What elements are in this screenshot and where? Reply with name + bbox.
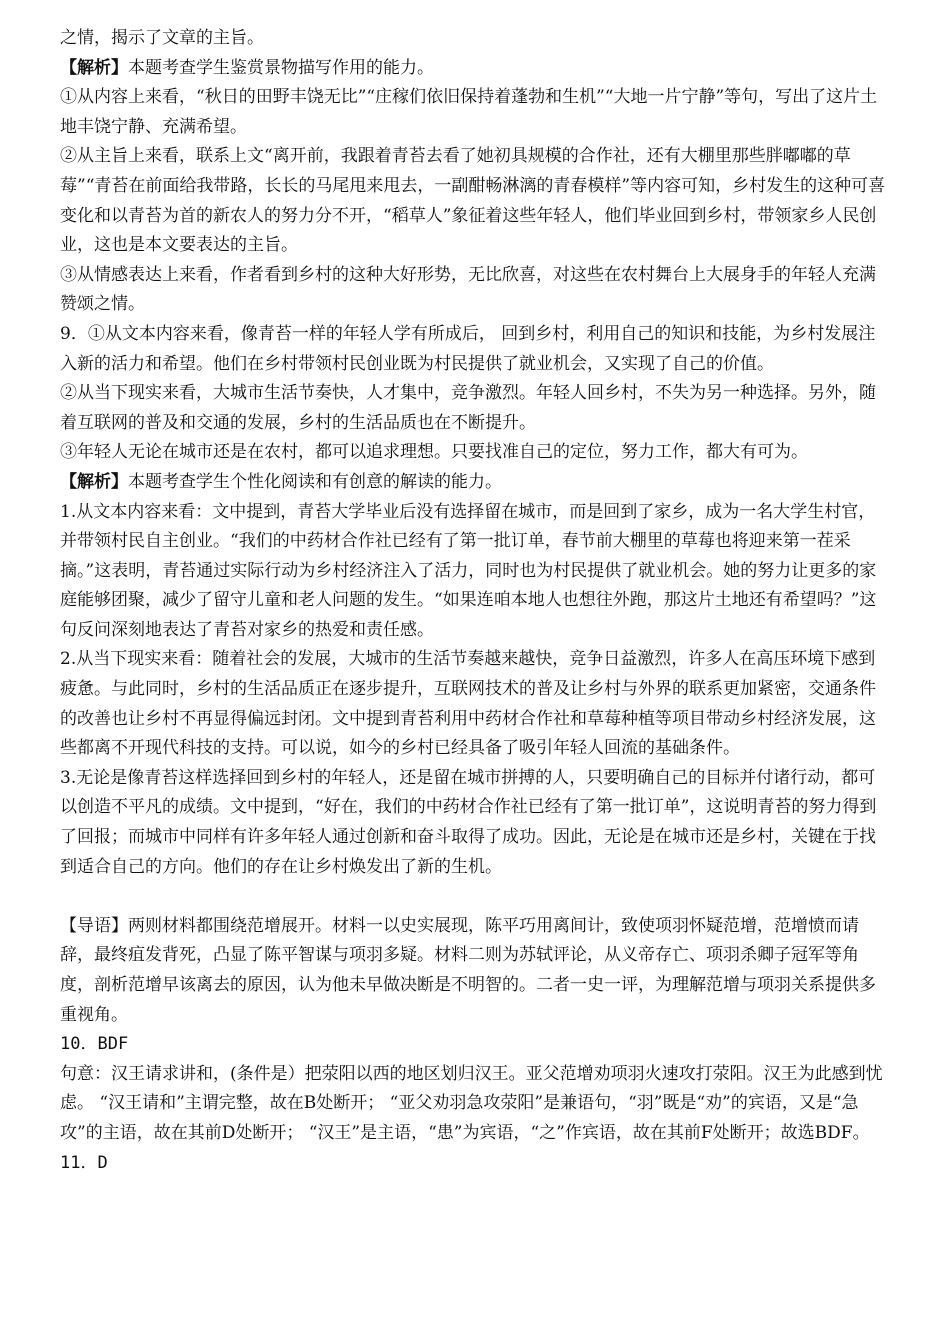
analysis-label: 【解析】: [60, 57, 128, 78]
answer-8-tail: 之情，揭示了文章的主旨。: [60, 28, 264, 48]
answer-10: 10．BDF: [60, 1034, 129, 1055]
guide-text: 两则材料都围绕范增展开。材料一以史实展现，陈平巧用离间计，致使项羽怀疑范增，范增愤而请辞，最终疽发背死，凸显了陈平智谋与项羽多疑。材料二则为苏轼评论，从义帝存亡、项羽杀卿子冠军等角度，剖析范增早该离去的原因，认为他未早做决断是不明智的。二者一史一评，为理解范增与项羽关系提供多重视角。: [60, 915, 876, 1025]
answer-11: 11．D: [60, 1152, 108, 1173]
answer-9-point: ③年轻人无论在城市还是在农村，都可以追求理想。只要找准自己的定位，努力工作，都大有可为。: [60, 442, 808, 463]
analysis-9-point: 1.从文本内容来看：文中提到，青苔大学毕业后没有选择留在城市，而是回到了家乡，成为一名大学生村官，并带领村民自主创业。“我们的中药材合作社已经有了第一批订单，春节前大棚里的草莓也将迎来第一茬采摘。”这表明，青苔通过实际行动为乡村经济注入了活力，同时也为村民提供了就业机会。她的努力让更多的家庭能够团聚，减少了留守儿童和老人问题的发生。“如果连咱本地人也想往外跑，那这片土地还有希望吗？”这句反问深刻地表达了青苔对家乡的热爱和责任感。: [60, 501, 877, 640]
analysis-8: [60, 54, 890, 84]
analysis-8-point: ①从内容上来看，“秋日的田野丰饶无比”“庄稼们依旧保持着蓬勃和生机”“大地一片宁静”等句，写出了这片土地丰饶宁静、充满希望。: [60, 87, 878, 137]
explanation-10: 句意：汉王请求讲和，(条件是）把荥阳以西的地区划归汉王。亚父范增劝项羽火速攻打荥阳。汉王为此感到忧虑。 “汉王请和”主谓完整，故在B处断开； “亚父劝羽急攻荥阳”是兼语句，“羽”既是“劝”的宾语，又是“急攻”的主语，故在其前D处断开； “汉王”是主语，“患”为宾语，“之”作宾语，故在其前F处断开；故选BDF。: [60, 1063, 883, 1143]
section-spacer: [60, 882, 890, 912]
analysis-8-point: ③从情感表达上来看，作者看到乡村的这种大好形势，无比欣喜，对这些在农村舞台上大展身手的年轻人充满赞颂之情。: [60, 264, 876, 315]
analysis-text: 本题考查学生鉴赏景物描写作用的能力。: [128, 57, 434, 78]
guide-paragraph: [60, 912, 890, 1030]
answer-9-point: ②从当下现实来看，大城市生活节奏快，人才集中，竞争激烈。年轻人回乡村，不失为另一种选择。另外，随着互联网的普及和交通的发展，乡村的生活品质也在不断提升。: [60, 383, 876, 433]
guide-label: 【导语】: [60, 915, 128, 936]
analysis-9-point: 3.无论是像青苔这样选择回到乡村的年轻人，还是留在城市拼搏的人，只要明确自己的目标并付诸行动，都可以创造不平凡的成绩。文中提到，“好在，我们的中药材合作社已经有了第一批订单”，这说明青苔的努力得到了回报；而城市中同样有许多年轻人通过创新和奋斗取得了成功。因此，无论是在城市还是乡村，关键在于找到适合自己的方向。他们的存在让乡村焕发出了新的生机。: [60, 767, 877, 877]
analysis-8-point: ②从主旨上来看，联系上文“离开前，我跟着青苔去看了她初具规模的合作社，还有大棚里那些胖嘟嘟的草莓”“青苔在前面给我带路，长长的马尾甩来甩去，一副酣畅淋漓的青春模样”等内容可知，乡村发生的这种可喜变化和以青苔为首的新农人的努力分不开，“稻草人”象征着这些年轻人，他们毕业回到乡村，带领家乡人民创业，这也是本文要表达的主旨。: [60, 146, 886, 256]
analysis-label: 【解析】: [60, 471, 128, 492]
analysis-text: 本题考查学生个性化阅读和有创意的解读的能力。: [128, 471, 502, 492]
answer-9-point: 9．①从文本内容来看，像青苔一样的年轻人学有所成后， 回到乡村，利用自己的知识和技能，为乡村发展注入新的活力和希望。他们在乡村带领村民创业既为村民提供了就业机会，又实现了自己的价值。: [60, 323, 876, 374]
analysis-9: [60, 468, 890, 498]
analysis-9-point: 2.从当下现实来看：随着社会的发展，大城市的生活节奏越来越快，竞争日益激烈，许多人在高压环境下感到疲惫。与此同时，乡村的生活品质正在逐步提升，互联网技术的普及让乡村与外界的联系更加紧密，交通条件的改善也让乡村不再显得偏远封闭。文中提到青苔利用中药材合作社和草莓种植等项目带动乡村经济发展，这些都离不开现代科技的支持。可以说，如今的乡村已经具备了吸引年轻人回流的基础条件。: [60, 649, 876, 759]
